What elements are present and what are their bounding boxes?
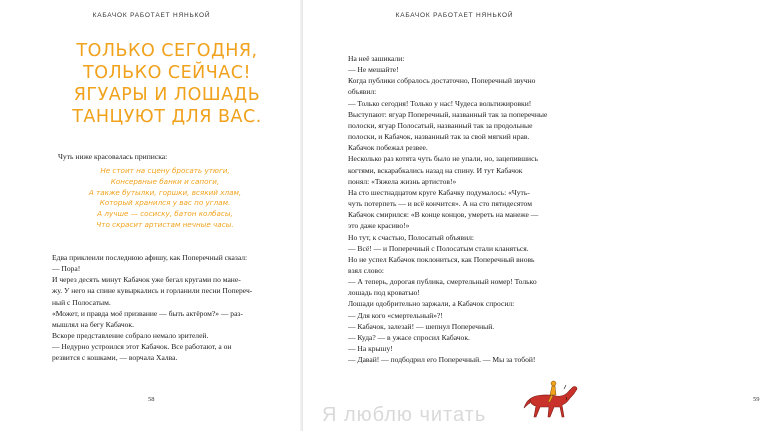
paragraph [44, 274, 268, 307]
paragraph [340, 321, 562, 332]
paragraph [340, 64, 562, 75]
text-line: — На крышу! [348, 344, 393, 354]
paragraph [340, 298, 562, 309]
text-line: «Может, и правда моё призвание — быть актёром?» — раз- [52, 308, 243, 318]
text-line: И через десять минут Кабачок уже бегал кругами по мане- [52, 275, 241, 285]
paragraph [340, 343, 562, 354]
paragraph [44, 330, 268, 341]
paragraph [340, 276, 562, 298]
paragraph [340, 53, 562, 64]
text-line: Кабачок побежал резвее. [348, 143, 428, 153]
text-line: — А теперь, дорогая публика, смертельный номер! Только [348, 277, 537, 287]
text-line: взял слово: [348, 265, 384, 275]
paragraph [340, 187, 562, 232]
text-line: объявил: [348, 87, 377, 97]
paragraph [44, 308, 268, 330]
text-line: — Недурно устроился этот Кабачок. Все работают, а он [52, 342, 232, 352]
paragraph [340, 232, 562, 243]
text-line: — Куда? — в ужасе спросил Кабачок. [348, 332, 470, 342]
page-number-right: 59 [753, 396, 760, 403]
paragraph [340, 75, 562, 97]
text-line: Выступают: ягуар Поперечный, названный так за поперечные [348, 109, 548, 119]
text-line: — Для кого «смертельный»?! [348, 310, 443, 320]
paragraph [340, 243, 562, 254]
watermark-text: Я люблю читать [322, 404, 487, 426]
text-line: Но не успел Кабачок поклониться, как Поперечный вновь [348, 254, 535, 264]
text-line: Вскоре представление собрало немало зрителей. [52, 331, 209, 341]
text-line: когтями, вскарабкались назад на спину. И тут Кабачок [348, 165, 523, 175]
paragraph [340, 332, 562, 343]
paragraph [340, 354, 562, 365]
lead-sentence: Чуть ниже красовалась приписка: [58, 152, 168, 161]
paragraph [340, 310, 562, 321]
headline-line: ТОЛЬКО СЕЙЧАС! [83, 63, 251, 83]
text-line: На неё зашикали: [348, 54, 405, 63]
verse-line: Что скрасит артистам нечные часы. [96, 219, 234, 229]
text-line: резвится с кошками, — ворчала Халва. [52, 353, 178, 363]
paragraph [44, 341, 268, 363]
text-line: — Давай! — подбодрил его Поперечный. — Мы за тобой! [348, 355, 536, 365]
paragraph [340, 254, 562, 276]
text-line: мышлял на бегу Кабачок. [52, 319, 134, 329]
paragraph [44, 252, 268, 263]
paragraph [340, 142, 562, 153]
headline-line: ЯГУАРЫ И ЛОШАДЬ [73, 85, 261, 105]
headline-line: ТОЛЬКО СЕГОДНЯ, [76, 41, 258, 61]
text-line: Несколько раз котята чуть было не упали, но, зацепившись [348, 154, 538, 164]
paragraph [340, 153, 562, 186]
running-head-left: КАБАЧОК РАБОТАЕТ НЯНЬКОЙ [92, 12, 211, 19]
text-line: — Только сегодня! Только у нас! Чудеса вольтижировки! [348, 98, 532, 108]
text-line: — Кабачок, залезай! — шепнул Поперечный. [348, 321, 495, 331]
right-body-text [340, 53, 562, 365]
text-line: Когда публики собралось достаточно, Поперечный звучно [348, 76, 536, 86]
text-line: это даже красиво!» [348, 221, 410, 231]
verse-line: Который хранился у вас по углам. [99, 198, 231, 208]
text-line: жу. У него на спине кувыркались и горланили песни Попереч- [52, 286, 253, 296]
horse-rider-illustration [520, 377, 586, 423]
page-number-left: 58 [148, 396, 155, 403]
paragraph [44, 263, 268, 274]
text-line: полоски, ягуар Полосатый, названный так за продольные [348, 120, 533, 130]
left-page [0, 0, 303, 431]
text-line: полоски, и Кабачок, названный так за свой мягкий нрав. [348, 132, 530, 142]
text-line: — Не мешайте! [348, 65, 399, 75]
text-line: Лошади одобрительно заржали, а Кабачок спросил: [348, 299, 515, 309]
text-line: Кабачок смирился: «В конце концов, умереть на манеже — [348, 210, 539, 220]
headline-line: ТАНЦУЮТ ДЛЯ ВАС. [72, 107, 262, 127]
paragraph [340, 98, 562, 143]
text-line: На сто шестнадцатом круге Кабачку подумалось: «Чуть- [348, 187, 530, 197]
text-line: — Всё! — и Поперечный с Полосатым стали кланяться. [348, 243, 529, 253]
text-line: ный с Полосатым. [52, 297, 111, 307]
text-line: Но тут, к счастью, Полосатый объявил: [348, 232, 474, 242]
verse-line: А лучше — сосиску, батон колбасы, [97, 209, 233, 219]
text-line: понял: «Тяжела жизнь артистов!» [348, 176, 457, 186]
verse-line: Не стоит на сцену бросать утюги, [100, 166, 230, 175]
running-head-right: КАБАЧОК РАБОТАЕТ НЯНЬКОЙ [395, 12, 514, 19]
text-line: Едва приклеили последнюю афишу, как Поперечный сказал: [52, 253, 248, 262]
text-line: лошадь под кроватью! [348, 288, 420, 298]
text-line: чуть потерпеть — и всё кончится». А на сто пятидесятом [348, 199, 532, 209]
poster-headline [52, 40, 282, 128]
verse-line: А также бутылки, горшки, всякий хлам, [88, 187, 242, 197]
verse-line: Консервные банки и сапоги, [110, 176, 220, 186]
left-body-text [44, 252, 268, 364]
text-line: — Пора! [52, 264, 81, 274]
poster-verse [60, 166, 270, 231]
